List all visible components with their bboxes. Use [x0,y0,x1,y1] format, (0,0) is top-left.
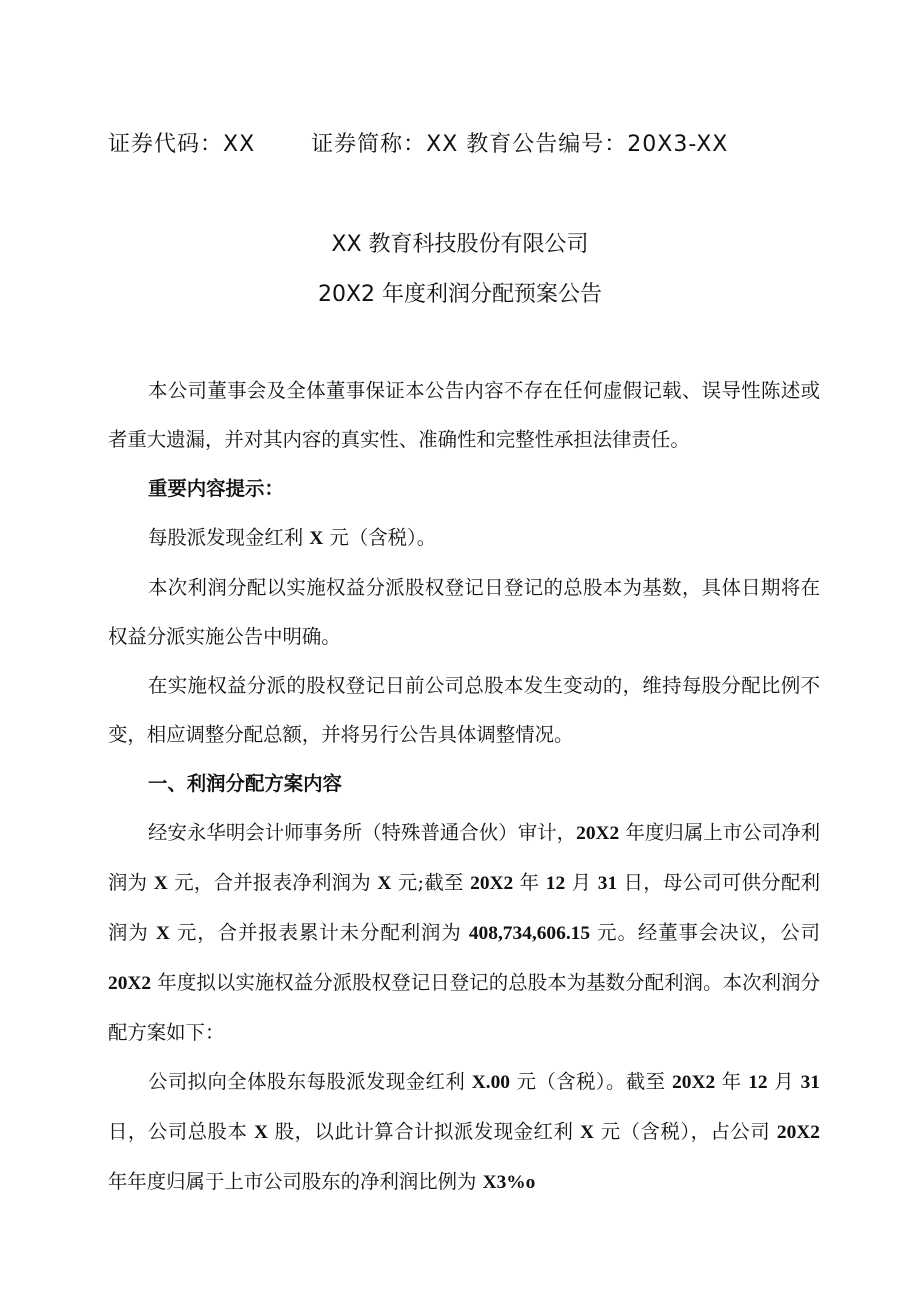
text-run: 年 [715,1070,749,1093]
security-abbr-and-number: 证券简称：XX 教育公告编号：20X3-XX [311,132,729,157]
text-run: 元。经董事会决议，公司 [590,921,820,944]
text-run: 日，公司总股本 [108,1120,255,1143]
text-run: 股，以此计算合计拟派发现金红利 [268,1120,581,1143]
value-run: 20X2 [470,873,514,894]
dividend-plan-paragraph [108,1057,820,1207]
text-run: 日，母公司可供分配利润为 [108,871,821,944]
value-run: X [155,923,170,944]
distribution-basis: 本次利润分配以实施权益分派股权登记日登记的总股本为基数，具体日期将在权益分派实施公告中明确。 [108,576,820,648]
value-run: 408,734,606.15 [468,923,591,944]
value-run: X [580,1122,595,1143]
text-run: 月 [565,871,598,894]
value-run: 12 [545,873,566,894]
security-code: 证券代码：XX [108,132,256,157]
value-run: 12 [748,1072,768,1093]
text-run: 元（含税），占公司 [594,1120,777,1143]
text-run: 元;截至 [391,871,471,894]
text-run: 年 [513,871,546,894]
value-run: 20X2 [776,1122,820,1143]
text-run: 年度归属上市公司净利润为 [108,821,821,894]
value-run: 31 [800,1072,820,1093]
value-run: 20X2 [672,1072,716,1093]
text-run: 元，合并报表累计未分配利润为 [169,921,469,944]
section-heading-profit-plan: 一、利润分配方案内容 [148,772,342,795]
text-run: 元（含税）。 [323,526,437,549]
text-run: 年年度归属于上市公司股东的净利润比例为 [108,1170,483,1193]
value-run: 20X2 [108,973,152,994]
announcement-header [108,125,728,165]
value-run: X [377,873,392,894]
text-run: 元（含税）。截至 [510,1070,673,1093]
text-run: 年度拟以实施权益分派股权登记日登记的总股本为基数分配利润。本次利润分配方案如下： [108,971,820,1044]
document-title: 20X2 年度利润分配预案公告 [317,282,603,307]
key-points-heading: 重要内容提示： [148,477,284,500]
audit-paragraph [108,808,820,1057]
dividend-per-share [108,513,820,563]
text-run: 元，合并报表净利润为 [167,871,378,894]
board-statement: 本公司董事会及全体董事保证本公告内容不存在任何虚假记载、误导性陈述或者重大遗漏，并对其内容的真实性、准确性和完整性承担法律责任。 [108,379,820,451]
value-run: X3%o [482,1172,536,1193]
document-body [108,366,820,1207]
value-run: 20X2 [576,823,620,844]
value-run: 31 [597,873,618,894]
value-run: X [254,1122,269,1143]
text-run: 每股派发现金红利 [148,526,310,549]
text-run: 月 [767,1070,801,1093]
share-change-note: 在实施权益分派的股权登记日前公司总股本发生变动的，维持每股分配比例不变，相应调整分配总额，并将另行公告具体调整情况。 [108,674,820,746]
value-run: X.00 [471,1072,511,1093]
value-run: X [153,873,168,894]
value-run: X [309,528,324,549]
company-title: XX 教育科技股份有限公司 [331,232,589,257]
text-run: 公司拟向全体股东每股派发现金红利 [148,1070,472,1093]
text-run: 经安永华明会计师事务所（特殊普通合伙）审计， [148,821,577,844]
